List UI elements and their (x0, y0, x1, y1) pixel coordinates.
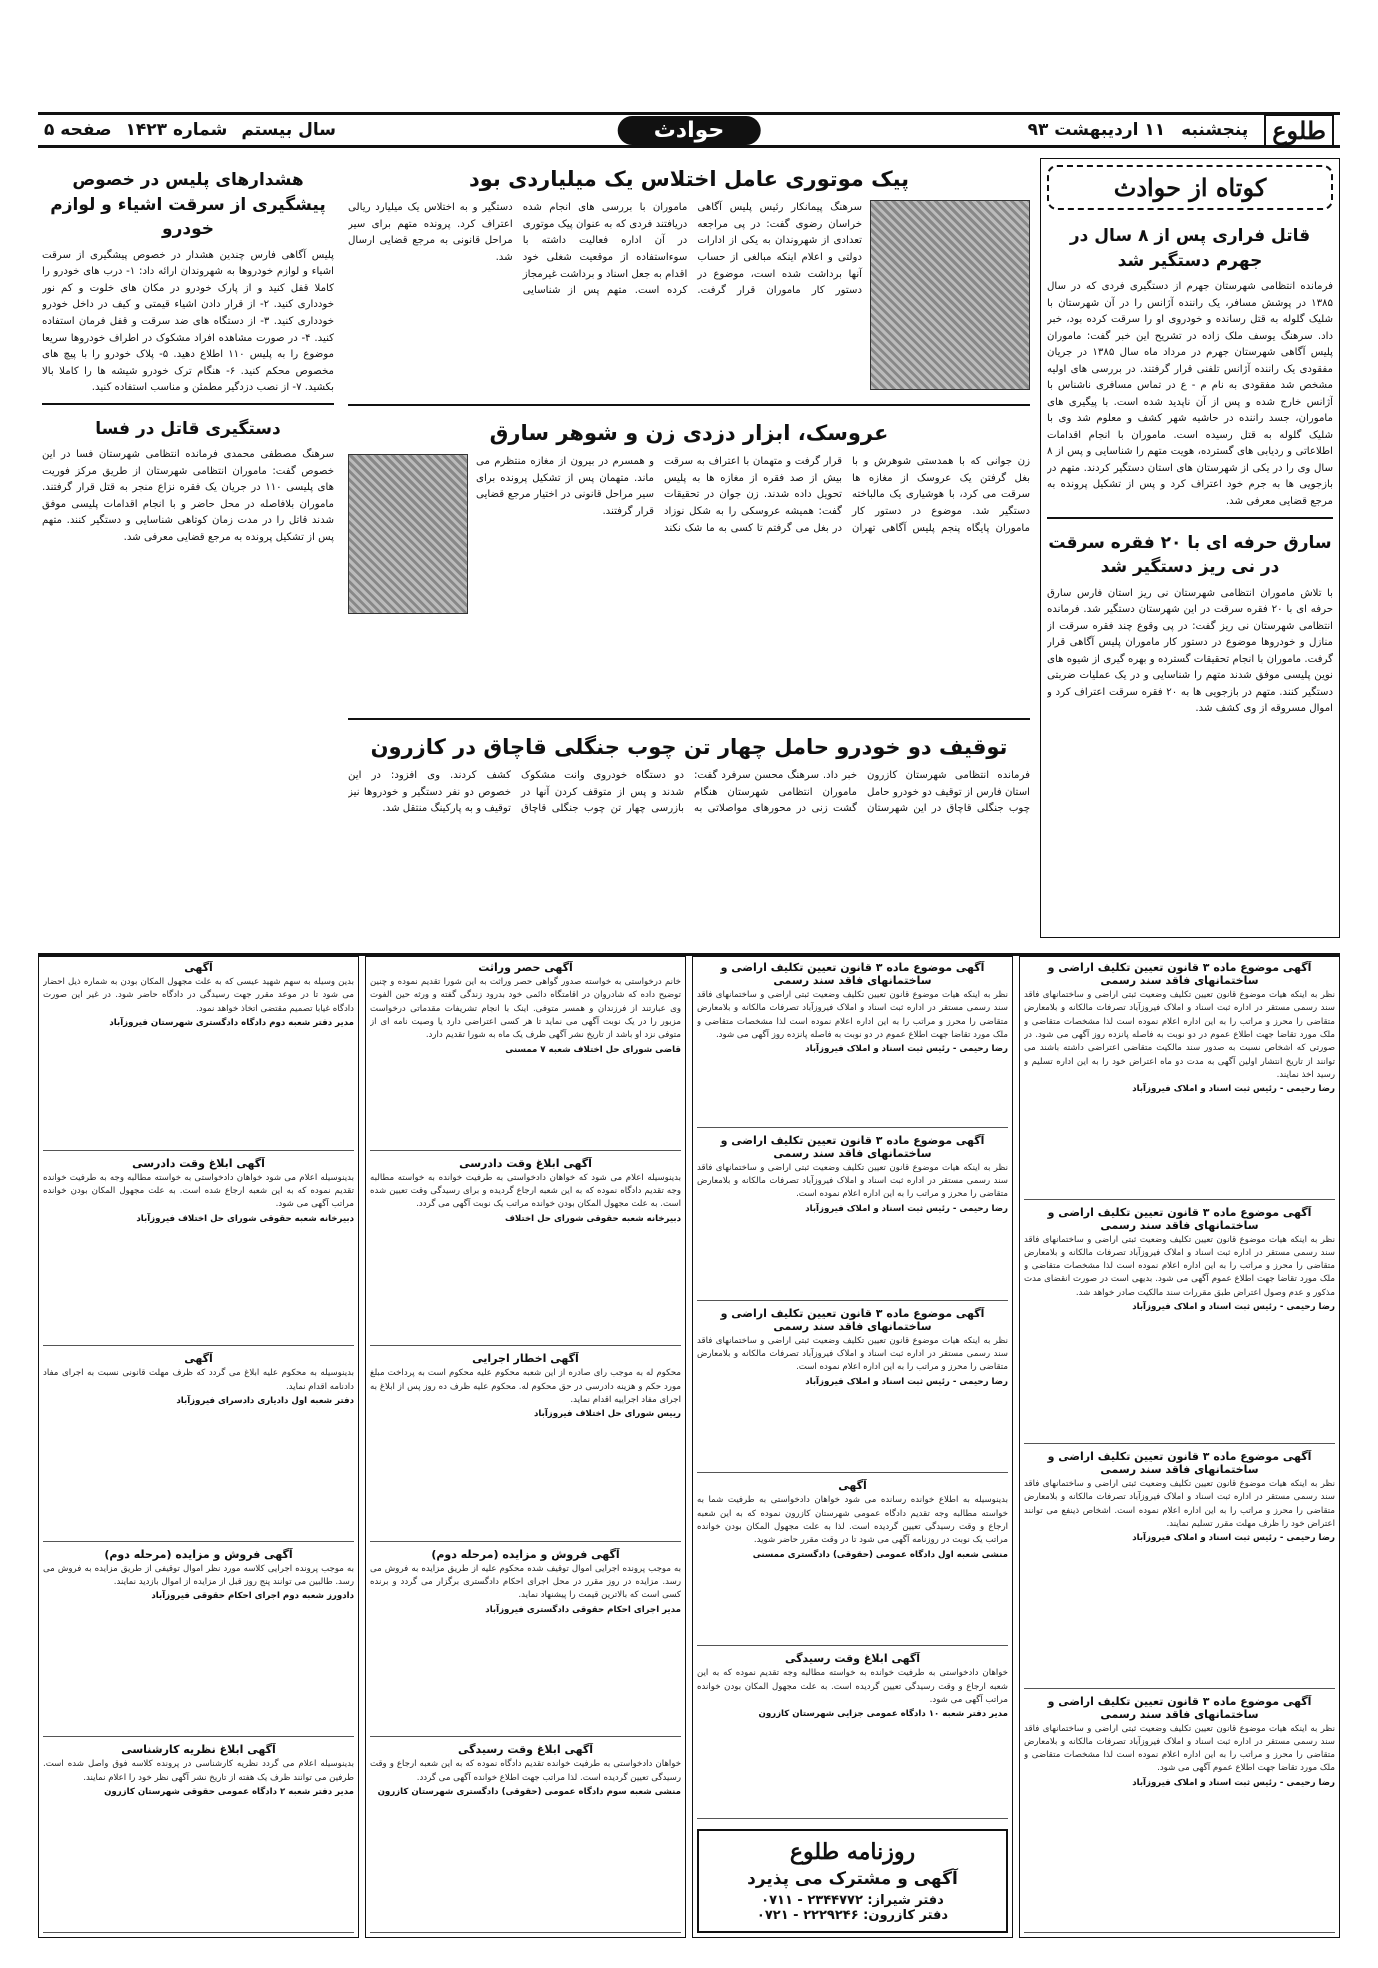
masthead-right (1028, 114, 1334, 147)
story-police-warnings (42, 162, 334, 397)
divider (1047, 517, 1333, 519)
notice-signature: رضا رحیمی - رئیس ثبت اسناد و املاک فیروزآباد (1132, 1084, 1335, 1095)
notice-title: آگهی موضوع ماده ۳ قانون تعیین تکلیف اراضی و ساختمانهای فاقد سند رسمی (1047, 1450, 1312, 1476)
legal-notice (697, 1652, 1008, 1819)
notice-body: نظر به اینکه هیات موضوع قانون تعیین تکلیف وضعیت ثبتی اراضی و ساختمانهای فاقد سند رسمی مستقر در اداره ثبت اسناد و املاک فیروزآباد تصرفات مالکانه و بلامعارض متقاضی را محرز و مراتب را به این اداره اعلام نموده است لذا مشخصات متقاضی و ملک مورد تقاضا جهت اطلاع عموم در دو نوبت به فاصله پانزده روز آگهی می شود. (697, 990, 1008, 1040)
notice-title: آگهی موضوع ماده ۳ قانون تعیین تکلیف اراضی و ساختمانهای فاقد سند رسمی (720, 961, 985, 987)
notice-signature: رضا رحیمی - رئیس ثبت اسناد و املاک فیروزآباد (1132, 1302, 1335, 1313)
story-jahrom (1047, 218, 1333, 511)
notice-title: آگهی ابلاغ وقت رسیدگی (784, 1652, 921, 1666)
legal-notice (697, 1307, 1008, 1474)
notice-body: بدینوسیله به محکوم علیه ابلاغ می گردد که ظرف مهلت قانونی نسبت به اجرای مفاد دادنامه اقدام نماید. (43, 1368, 354, 1392)
story-body: پلیس آگاهی فارس چندین هشدار در خصوص پیشگیری از سرقت اشیاء و لوازم خودروها به شهروندان ارائه داد: ۱- درب های خودرو را کاملا قفل کنید و از پارک خودرو در مکان های خلوت و کم نور خودداری کنید. ۲- از قرار دادن اشیاء قیمتی و کیف در داخل خودرو خودداری کنید. ۳- از دستگاه های ضد سرقت و قفل فرمان استفاده کنید. ۴- در صورت مشاهده افراد مشکوک در اطراف خودروها سریعا موضوع را به پلیس ۱۱۰ اطلاع دهید. ۵- پلاک خودرو را با پیچ های مخصوص محکم کنید. ۶- هنگام ترک خودرو شیشه ها را کاملا بالا بکشید. ۷- از نصب دزدگیر مطمئن و مناسب استفاده کنید. (42, 249, 334, 394)
story-neyriz (1047, 525, 1333, 718)
divider (348, 404, 1030, 406)
ad-column (38, 956, 359, 1938)
issue-day: پنجشنبه (1181, 120, 1249, 140)
right-column (1040, 158, 1340, 938)
notice-title: آگهی موضوع ماده ۳ قانون تعیین تکلیف اراضی و ساختمانهای فاقد سند رسمی (1047, 961, 1312, 987)
legal-notice (370, 1548, 681, 1738)
story-headline: پیک موتوری عامل اختلاس یک میلیاردی بود (468, 167, 910, 191)
classified-ads (38, 953, 1340, 1938)
story-photo (870, 200, 1030, 390)
notice-signature: منشی شعبه سوم دادگاه عمومی (حقوقی) دادگستری شهرستان کازرون (377, 1787, 681, 1797)
issue-number: شماره ۱۴۲۳ (125, 120, 228, 140)
notice-body: نظر به اینکه هیات موضوع قانون تعیین تکلیف وضعیت ثبتی اراضی و ساختمانهای فاقد سند رسمی مستقر در اداره ثبت اسناد و املاک فیروزآباد تصرفات مالکانه و بلامعارض متقاضی را محرز و مراتب را به این اداره اعلام نموده است. (697, 1162, 1008, 1200)
notice-title: آگهی موضوع ماده ۳ قانون تعیین تکلیف اراضی و ساختمانهای فاقد سند رسمی (1047, 1205, 1312, 1232)
masthead-left (44, 120, 336, 140)
masthead (38, 112, 1340, 148)
story-fasa-murder (42, 411, 334, 547)
notice-signature: رضا رحیمی - رئیس ثبت اسناد و املاک فیروزآباد (1132, 1533, 1335, 1544)
page-number: صفحه ۵ (44, 120, 112, 140)
notice-body: نظر به اینکه هیات موضوع قانون تعیین تکلیف وضعیت ثبتی اراضی و ساختمانهای فاقد سند رسمی مستقر در اداره ثبت اسناد و املاک فیروزآباد تصرفات مالکانه و بلامعارض متقاضی را محرز و مراتب را به این اداره اعلام نموده است. اشخاص ذینفع می توانند اعتراض خود را ظرف مهلت مقرر تسلیم نمایند. (1024, 1479, 1335, 1529)
legal-notice (370, 961, 681, 1151)
notice-title: آگهی (838, 1479, 867, 1493)
notice-signature: رییس شورای حل اختلاف فیروزآباد (533, 1409, 681, 1420)
notice-title: آگهی ابلاغ وقت دادرسی (132, 1156, 265, 1170)
year-label: سال بیستم (241, 120, 336, 140)
notice-signature: رضا رحیمی - رئیس ثبت اسناد و املاک فیروزآباد (1132, 1777, 1335, 1788)
notice-body: نظر به اینکه هیات موضوع قانون تعیین تکلیف وضعیت ثبتی اراضی و ساختمانهای فاقد سند رسمی مستقر در اداره ثبت اسناد و املاک فیروزآباد تصرفات مالکانه و بلامعارض متقاضی را محرز و مراتب را به این اداره اعلام نموده است لذا مشخصات متقاضی و ملک مورد تقاضا جهت اطلاع عموم آگهی می شود. (1024, 1723, 1335, 1774)
ad-column (692, 956, 1013, 1938)
legal-notice (370, 1743, 681, 1933)
short-news-title: کوتاه از حوادث (1047, 165, 1333, 210)
notice-body: بدینوسیله اعلام می گردد نظریه کارشناسی در پرونده کلاسه فوق واصل شده است. طرفین می توانند ظرف یک هفته از تاریخ نشر آگهی نظر خود را اعلام نمایند. (43, 1759, 354, 1783)
promo-office-kazerun: دفتر کازرون: ۲۲۲۹۲۴۶ - ۰۷۲۱ (756, 1907, 949, 1923)
notice-title: آگهی موضوع ماده ۳ قانون تعیین تکلیف اراضی و ساختمانهای فاقد سند رسمی (1047, 1694, 1312, 1721)
middle-column (348, 158, 1030, 938)
legal-notice (697, 961, 1008, 1128)
notice-signature: رضا رحیمی - رئیس ثبت اسناد و املاک فیروزآباد (805, 1203, 1008, 1214)
notice-body: بدینوسیله به اطلاع خوانده رسانده می شود خواهان دادخواستی به طرفیت شما به خواسته مطالبه وجه تقدیم دادگاه عمومی شهرستان کازرون نموده که به این شعبه ارجاع و وقت رسیدگی تعیین گردیده است. لذا به علت مجهول المکان بودن خوانده مراتب یک نوبت در روزنامه آگهی می شود تا در وقت مقرر حاضر شوید. (697, 1495, 1008, 1546)
legal-notice (43, 1157, 354, 1347)
notice-title: آگهی اخطار اجرایی (472, 1352, 579, 1366)
notice-body: نظر به اینکه هیات موضوع قانون تعیین تکلیف وضعیت ثبتی اراضی و ساختمانهای فاقد سند رسمی مستقر در اداره ثبت اسناد و املاک فیروزآباد تصرفات مالکانه و بلامعارض متقاضی را محرز و مراتب را به این اداره اعلام نموده است لذا مشخصات متقاضی و ملک مورد تقاضا جهت اطلاع عموم آگهی می شود. بدیهی است در صورت انقضای مدت مذکور و عدم وصول اعتراض طبق مقررات سند مالکیت صادر خواهد شد. (1024, 1234, 1335, 1298)
notice-signature: مدیر دفتر شعبه ۱۰ دادگاه عمومی جزایی شهرستان کازرون (758, 1709, 1008, 1720)
legal-notice (1024, 1450, 1335, 1689)
notice-signature: دبیرخانه شعبه حقوقی شورای حل اختلاف فیروزآباد (136, 1213, 354, 1224)
notice-signature: مدیر اجرای احکام حقوقی دادگستری فیروزآباد (485, 1604, 681, 1615)
issue-date: ۱۱ اردیبهشت ۹۳ (1027, 120, 1166, 140)
promo-office-shiraz: دفتر شیراز: ۲۳۴۴۷۷۲ - ۰۷۱۱ (761, 1892, 944, 1908)
notice-signature: رضا رحیمی - رئیس ثبت اسناد و املاک فیروزآباد (805, 1044, 1008, 1055)
story-doll-thieves (348, 412, 1030, 712)
notice-body: نظر به اینکه هیات موضوع قانون تعیین تکلیف وضعیت ثبتی اراضی و ساختمانهای فاقد سند رسمی مستقر در اداره ثبت اسناد و املاک فیروزآباد تصرفات مالکانه و بلامعارض متقاضی را محرز و مراتب را به این اداره اعلام نموده است لذا مشخصات متقاضی و ملک مورد تقاضا جهت اطلاع عموم در دو نوبت به فاصله پانزده روز آگهی می شود. در صورتی که اشخاص نسبت به صدور سند مالکیت متقاضی اعتراضی داشته باشند می توانند از تاریخ انتشار اولین آگهی به مدت دو ماه اعتراض خود را به این اداره تسلیم و رسید اخذ نمایند. (1024, 990, 1335, 1080)
ad-column (1019, 956, 1340, 1938)
story-headline: توقیف دو خودرو حامل چهار تن چوب جنگلی قاچاق در کازرون (370, 735, 1008, 759)
newspaper-page (38, 28, 1340, 1940)
notice-signature: منشی شعبه اول دادگاه عمومی (حقوقی) دادگستری ممسنی (752, 1549, 1008, 1560)
notice-body: خانم درخواستی به خواسته صدور گواهی حصر وراثت به این شورا تقدیم نموده و چنین توضیح داده که شادروان در اقامتگاه دائمی خود بدرود زندگی گفته و ورثه حین الفوت وی عبارتند از فرزندان و همسر متوفی. اینک با انجام تشریفات مقدماتی درخواست مزبور را در یک نوبت آگهی می نماید تا هر کسی اعتراضی دارد یا وصیت نامه ای از متوفی نزد او باشد از تاریخ نشر آگهی ظرف یک ماه به شورا تقدیم دارد. (370, 977, 681, 1041)
legal-notice (1024, 1206, 1335, 1445)
notice-title: آگهی فروش و مزایده (مرحله دوم) (431, 1547, 620, 1561)
notice-body: بدین وسیله به سهم شهید عیسی که به علت مجهول المکان بودن به شماره ذیل احضار می شود تا در موعد مقرر جهت رسیدگی در دادگاه حاضر شود. در غیر این صورت دادگاه غیابا تصمیم مقتضی اتخاذ خواهد نمود. (43, 977, 354, 1014)
section-title: حوادث (618, 116, 761, 145)
notice-signature: دادورز شعبه دوم اجرای احکام حقوقی فیروزآباد (151, 1591, 354, 1602)
notice-body: نظر به اینکه هیات موضوع قانون تعیین تکلیف وضعیت ثبتی اراضی و ساختمانهای فاقد سند رسمی مستقر در اداره ثبت اسناد و املاک فیروزآباد تصرفات مالکانه و بلامعارض متقاضی را محرز و مراتب را به این اداره اعلام نموده است. (697, 1335, 1008, 1373)
notice-title: آگهی (184, 1352, 213, 1366)
story-photo (348, 454, 468, 614)
story-body: با تلاش ماموران انتظامی شهرستان نی ریز استان فارس سارق حرفه ای با ۲۰ فقره سرقت در این شهرستان دستگیر شد. فرمانده انتظامی شهرستان نی ریز گفت: در پی وقوع چند فقره سرقت از منازل و خودروها موضوع در دستور کار ماموران پلیس آگاهی قرار گرفت. ماموران با انجام تحقیقات گسترده و بهره گیری از شیوه های نوین پلیسی موفق شدند متهم را شناسایی و در یک عملیات ضربتی دستگیر کنند. متهم در بازجویی ها به ۲۰ فقره سرقت اعتراف کرد و اموال مسروقه از وی کشف شد. (1047, 587, 1333, 715)
story-headline: هشدارهای پلیس در خصوص پیشگیری از سرقت اشیاء و لوازم خودرو (50, 170, 326, 240)
notice-title: آگهی ابلاغ نظریه کارشناسی (121, 1743, 276, 1757)
divider (42, 403, 334, 405)
notice-body: خواهان دادخواستی به طرفیت خوانده تقدیم دادگاه نموده که به این شعبه ارجاع و وقت رسیدگی تعیین گردیده است. لذا مراتب جهت اطلاع خوانده آگهی می گردد. (370, 1759, 681, 1783)
legal-notice (697, 1479, 1008, 1646)
story-body: فرمانده انتظامی شهرستان کازرون استان فارس از توقیف دو خودرو حامل چوب جنگلی قاچاق در این شهرستان خبر داد. سرهنگ محسن سرفرد گفت: ماموران انتظامی شهرستان هنگام گشت زنی در محورهای مواصلاتی به دو دستگاه خودروی وانت مشکوک شدند و پس از متوقف کردن آنها در بازرسی چهار تن چوب جنگلی قاچاق کشف کردند. وی افزود: در این خصوص دو نفر دستگیر و خودروها نیز توقیف و به پارکینگ منتقل شد. (348, 770, 1030, 815)
notice-body: محکوم له به موجب رای صادره از این شعبه محکوم علیه محکوم است به پرداخت مبلغ مورد حکم و هزینه دادرسی در حق محکوم له. محکوم علیه ظرف ده روز پس از ابلاغ به اجرای مفاد اجراییه اقدام نماید. (370, 1368, 681, 1405)
legal-notice (697, 1134, 1008, 1301)
notice-signature: دفتر شعبه اول دادیاری دادسرای فیروزآباد (176, 1395, 354, 1406)
notice-title: آگهی موضوع ماده ۳ قانون تعیین تکلیف اراضی و ساختمانهای فاقد سند رسمی (720, 1306, 985, 1333)
divider (348, 718, 1030, 720)
notice-title: آگهی ابلاغ وقت رسیدگی (457, 1743, 594, 1757)
legal-notice (43, 1743, 354, 1933)
notice-signature: قاضی شورای حل اختلاف شعبه ۷ ممسنی (505, 1044, 681, 1055)
story-embezzlement (348, 158, 1030, 398)
notice-title: آگهی (184, 961, 213, 974)
story-body: سرهنگ پیمانکار رئیس پلیس آگاهی خراسان رضوی گفت: در پی مراجعه تعدادی از شهروندان به یکی از ادارات دولتی و اعلام اینکه مبالغی از حساب آنها برداشت شده است، موضوع در دستور کار ماموران قرار گرفت. ماموران با بررسی های انجام شده دریافتند فردی که به عنوان پیک موتوری در آن اداره فعالیت داشته با سوءاستفاده از موقعیت شغلی خود اقدام به جعل اسناد و برداشت غیرمجاز کرده است. متهم پس از شناسایی دستگیر و به اختلاس یک میلیارد ریالی اعتراف کرد. پرونده متهم برای سیر مراحل قانونی به مرجع قضایی ارسال شد. (348, 202, 862, 297)
notice-title: آگهی فروش و مزایده (مرحله دوم) (104, 1547, 293, 1561)
story-kazerun-timber (348, 726, 1030, 936)
notice-signature: رضا رحیمی - رئیس ثبت اسناد و املاک فیروزآباد (805, 1376, 1008, 1387)
newspaper-logo: طلوع (1264, 114, 1334, 147)
story-body: فرمانده انتظامی شهرستان جهرم از دستگیری فردی که در سال ۱۳۸۵ در پوشش مسافر، یک راننده آژانس را در آن شهرستان با شلیک گلوله به قتل رسانده و خودروی او را سرقت کرده بود، خبر داد. سرهنگ یوسف ملک زاده در تشریح این خبر گفت: ماموران پلیس آگاهی شهرستان جهرم در مرداد ماه سال ۱۳۸۵ در جریان مفقودی یک راننده آژانس تلفنی قرار گرفتند. در بررسی های اولیه مشخص شد مفقودی به نام م - ع در تماس مسافری ناشناس با آژانس خارج شده و پس از آن ناپدید شده است. با پیگیری های ماموران، جسد راننده در حاشیه شهر کشف و معلوم شد وی با شلیک گلوله به قتل رسیده است. ماموران با انجام اقدامات اطلاعاتی و ردیابی های گسترده، هویت متهم را شناسایی و پس از ۸ سال وی را در یکی از شهرستان های استان دستگیر کردند. متهم در بازجویی ها به جرم خود اعتراف کرد و پس از تشکیل پرونده به مرجع قضایی معرفی شد. (1047, 281, 1333, 507)
legal-notice (43, 1352, 354, 1542)
legal-notice (370, 1352, 681, 1542)
ad-column (365, 956, 686, 1938)
story-headline: قاتل فراری پس از ۸ سال در جهرم دستگیر شد (1069, 226, 1311, 271)
notice-signature: دبیرخانه شعبه حقوقی شورای حل اختلاف (504, 1213, 681, 1224)
notice-body: خواهان دادخواستی به طرفیت خوانده به خواسته مطالبه وجه تقدیم نموده که به این شعبه ارجاع و وقت رسیدگی تعیین گردیده است. به علت مجهول المکان بودن خوانده مراتب آگهی می شود. (697, 1668, 1008, 1705)
notice-signature: مدیر دفتر شعبه دوم دادگاه دادگستری شهرستان فیروزآباد (109, 1017, 354, 1028)
notice-body: بدینوسیله اعلام می شود خواهان دادخواستی به خواسته مطالبه وجه به طرفیت خوانده تقدیم نموده که به این شعبه ارجاع شده است. به علت مجهول المکان بودن خوانده مراتب آگهی می شود. (43, 1172, 354, 1210)
story-body: سرهنگ مصطفی محمدی فرمانده انتظامی شهرستان فسا در این خصوص گفت: ماموران انتظامی شهرستان از طریق مرکز فوریت های پلیسی ۱۱۰ در جریان یک فقره نزاع منجر به قتل قرار گرفتند. ماموران بلافاصله در محل حاضر و با انجام اقدامات پلیسی موفق شدند قاتل را در مدت زمان کوتاهی شناسایی و دستگیر کنند. متهم پس از تشکیل پرونده به مرجع قضایی معرفی شد. (42, 449, 334, 543)
story-body: زن جوانی که با همدستی شوهرش و با بغل گرفتن یک عروسک از مغازه ها سرقت می کرد، با هوشیاری یک مالباخته دستگیر شد. موضوع در دستور کار ماموران پایگاه پنجم پلیس آگاهی تهران قرار گرفت و متهمان با اعتراف به سرقت بیش از صد فقره از مغازه ها به پلیس تحویل داده شدند. زن جوان در تحقیقات گفت: همیشه عروسکی را به شکل نوزاد در بغل می گرفتم تا کسی به ما شک نکند و همسرم در بیرون از مغازه منتظرم می ماند. متهمان پس از تشکیل پرونده برای سیر مراحل قانونی در اختیار مرجع قضایی قرار گرفتند. (476, 456, 1030, 534)
story-headline: سارق حرفه ای با ۲۰ فقره سرقت در نی ریز دستگیر شد (1048, 532, 1332, 578)
notice-body: به موجب پرونده اجرایی کلاسه مورد نظر اموال توقیفی از طریق مزایده به فروش می رسد. طالبین می توانند پنج روز قبل از مزایده از اموال بازدید نمایند. (43, 1563, 354, 1588)
notice-signature: مدیر دفتر شعبه ۲ دادگاه عمومی حقوقی شهرستان کازرون (104, 1787, 354, 1797)
notice-body: به موجب پرونده اجرایی اموال توقیف شده محکوم علیه از طریق مزایده به فروش می رسد. مزایده در روز مقرر در محل اجرای احکام دادگستری برگزار می گردد و برنده کسی است که بالاترین قیمت را پیشنهاد نماید. (370, 1563, 681, 1601)
legal-notice (1024, 1695, 1335, 1934)
story-headline: دستگیری قاتل در فسا (95, 418, 281, 439)
newspaper-promo-box (697, 1829, 1008, 1933)
legal-notice (43, 961, 354, 1151)
promo-subtitle: آگهی و مشترک می پذیرد (747, 1868, 958, 1889)
promo-name: روزنامه طلوع (789, 1838, 916, 1865)
legal-notice (1024, 961, 1335, 1200)
legal-notice (370, 1157, 681, 1347)
legal-notice (43, 1548, 354, 1738)
notice-title: آگهی حصر وراثت (478, 961, 573, 974)
left-column (38, 158, 338, 938)
notice-body: بدینوسیله اعلام می شود که خواهان دادخواستی به طرفیت خوانده به خواسته مطالبه وجه تقدیم دادگاه نموده که به این شعبه ارجاع گردیده و برای رسیدگی وقت تعیین شده است. به علت مجهول المکان بودن خوانده مراتب یک نوبت آگهی می گردد. (370, 1172, 681, 1210)
story-headline: عروسک، ابزار دزدی زن و شوهر سارق (489, 421, 889, 445)
notice-title: آگهی موضوع ماده ۳ قانون تعیین تکلیف اراضی و ساختمانهای فاقد سند رسمی (720, 1133, 985, 1160)
notice-title: آگهی ابلاغ وقت دادرسی (459, 1156, 592, 1170)
